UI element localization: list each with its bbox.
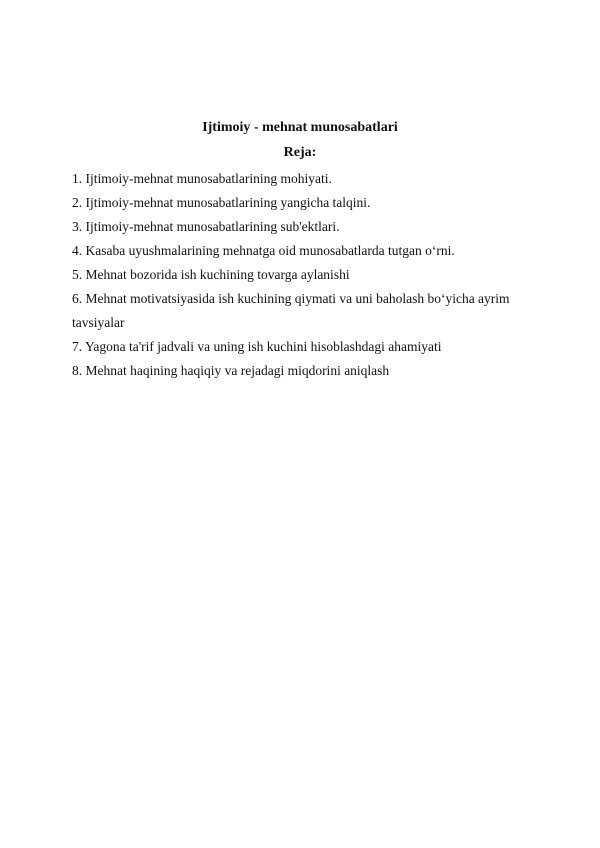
plan-item-1: 1. Ijtimoiy-mehnat munosabatlarining mohiyati. (72, 171, 332, 186)
plan-item-8: 8. Mehnat haqining haqiqiy va rejadagi miqdorini aniqlash (72, 363, 390, 378)
plan-item-6: 6. Mehnat motivatsiyasida ish kuchining qiymati va uni baholash bo‘yicha ayrim tavsiyalar (72, 291, 510, 330)
plan-item-2: 2. Ijtimoiy-mehnat munosabatlarining yangicha talqini. (72, 195, 371, 210)
plan-item-4: 4. Kasaba uyushmalarining mehnatga oid munosabatlarda tutgan o‘rni. (72, 243, 455, 258)
plan-item-5: 5. Mehnat bozorida ish kuchining tovarga aylanishi (72, 267, 350, 282)
plan-item-7: 7. Yagona ta'rif jadvali va uning ish kuchini hisoblashdagi ahamiyati (72, 339, 442, 354)
plan-item-3: 3. Ijtimoiy-mehnat munosabatlarining sub'ektlari. (72, 219, 340, 234)
document-title: Ijtimoiy - mehnat munosabatlari (202, 120, 398, 135)
plan-list (72, 167, 556, 383)
plan-heading: Reja: (283, 145, 317, 160)
